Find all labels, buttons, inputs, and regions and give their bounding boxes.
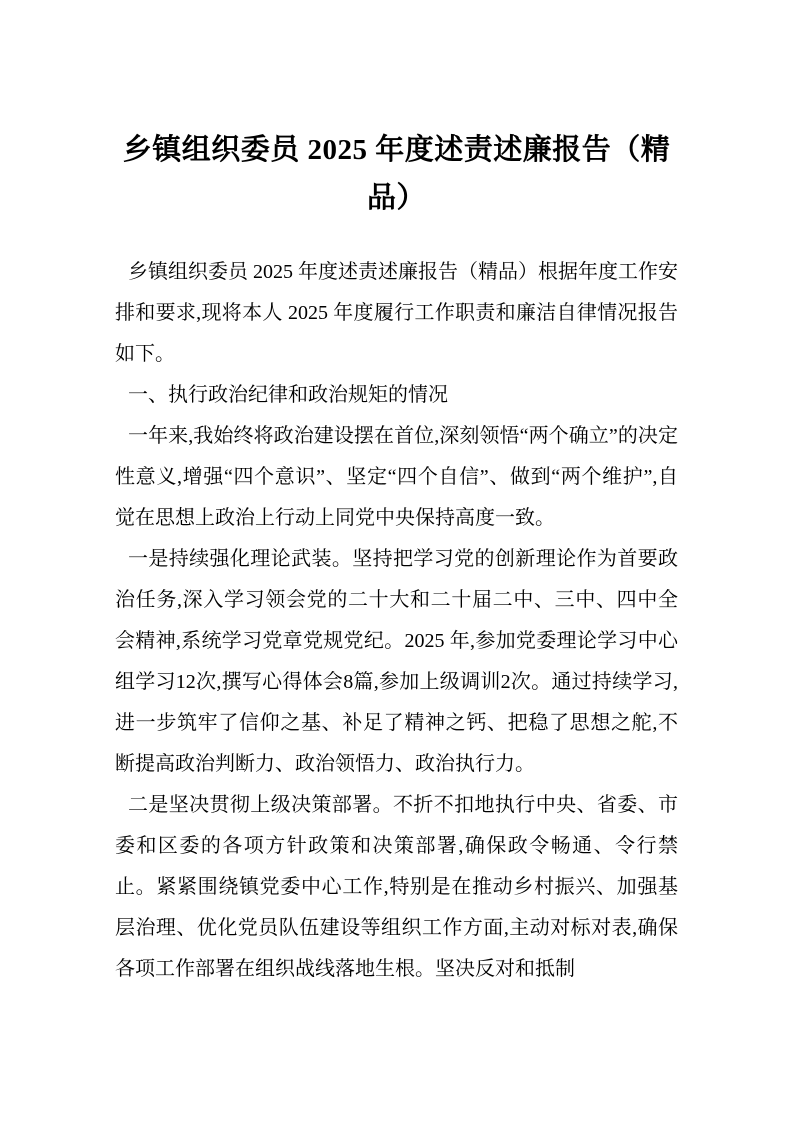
paragraph-point-2-decisions: 二是坚决贯彻上级决策部署。不折不扣地执行中央、省委、市委和区委的各项方针政策和决策部署,确保政令畅通、令行禁止。紧紧围绕镇党委中心工作,特别是在推动乡村振兴、加强基层治理、优化党员队伍建设等组织工作方面,主动对标对表,确保各项工作部署在组织战线落地生根。坚决反对和抵制 [115,794,678,980]
heading-section-1: 一、执行政治纪律和政治规矩的情况 [128,384,448,406]
paragraph-point-1-theory: 一是持续强化理论武装。坚持把学习党的创新理论作为首要政治任务,深入学习领会党的二十大和二十届二中、三中、四中全会精神,系统学习党章党规党纪。2025 年,参加党委理论学习中心组学习12次,撰写心得体会8篇,参加上级调训2次。通过持续学习,进一步筑牢了信仰之基、补足了精神之钙、把稳了思想之舵,不断提高政治判断力、政治领悟力、政治执行力。 [115,548,678,775]
paragraph-intro: 乡镇组织委员 2025 年度述责述廉报告（精品）根据年度工作安排和要求,现将本人 2025 年度履行工作职责和廉洁自律情况报告如下。 [115,261,678,365]
document-title: 乡镇组织委员 2025 年度述责述廉报告（精品） [122,134,671,214]
paragraph-political-discipline: 一年来,我始终将政治建设摆在首位,深刻领悟“两个确立”的决定性意义,增强“四个意识”、坚定“四个自信”、做到“两个维护”,自觉在思想上政治上行动上同党中央保持高度一致。 [115,425,678,529]
